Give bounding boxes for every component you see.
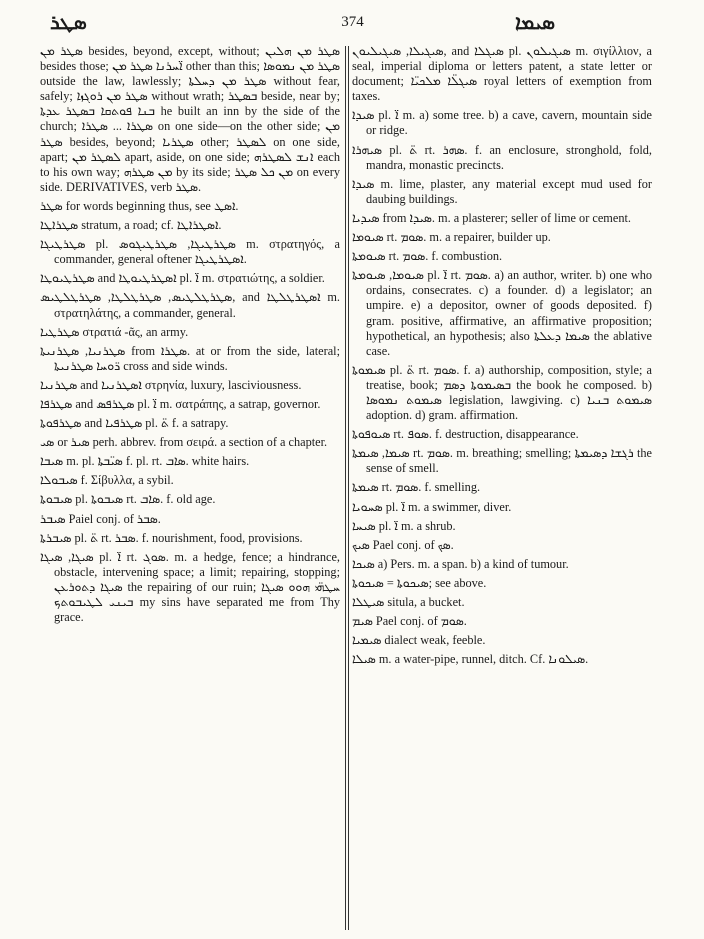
dictionary-entry: ܣܝܗܪܐ pl. ܬ̈ rt. ܣܗܪ. f. an enclosure, stronghold, fold, mandra, monastic precincts.	[352, 142, 652, 172]
dictionary-entry: ܣܝܟܘܬܐ = ܣܝܟܘܬܐ; see above.	[352, 575, 487, 590]
column-divider	[345, 46, 349, 930]
dictionary-entry: ܣܝܡܬܐ rt. ܣܘܡ. f. smelling.	[352, 480, 481, 495]
dictionary-entry: ܣܛܪܢܝܐ, ܣܛܪܢܝܬܐ from ܣܛܪܐ. at or from the side, lateral; ܪ̈ܘܚܐ ܣܛܪܢܝܬܐ cross and side winds.	[40, 343, 340, 373]
dictionary-entry: ܣܝܡܐ, ܣܝܡܬܐ rt. ܣܘܡ. m. breathing; smelling; ܪܓܫܐ ܕܣܝܡܬܐ the sense of smell.	[352, 446, 652, 476]
page-header	[40, 8, 665, 38]
dictionary-entry: ܣܝܠܐ m. a water-pipe, runnel, ditch. Cf. ܣܝܠܘܢܐ.	[352, 652, 589, 667]
dictionary-entry: ܣܝܕܐ pl. ܐ̈ m. a) some tree. b) a cave, cavern, mountain side or ridge.	[352, 108, 652, 138]
dictionary-entry: ܣܛܪ for words beginning thus, see ܐܣܛ.	[40, 198, 239, 213]
left-column	[40, 44, 340, 932]
headword-left: ܣܛܪ	[50, 10, 87, 34]
headword-right: ܣܝܡܐ	[514, 10, 555, 34]
dictionary-entry: ܣܝܘܡܐ, ܣܝܘܡܬܐ pl. ܐ̈ rt. ܣܘܡ. a) an author, writer. b) one who ordains, consecrates. c) a founder. d) a legislator; an umpire. e) a depositor, owner of goods deposited. f) gram. positive, affirmative, an affirmative proposition; hypothetical, an hypothesis; also ܣܝܡܐ ܕܥܠܬܐ the ablative case.	[352, 268, 652, 358]
dictionary-entry: ܣܛܪܛܠܛܝܣ, ܣܛܪܛܠܛܐ, ܣܛܪܛܠܛܝܣ, and ܐܣܛܪܛܠܛܐ m. στρατηλάτης, a commander, general.	[40, 290, 340, 320]
dictionary-entry: ܣܝܓܐ, ܣܝܓܐ pl. ܐ̈ rt. ܣܘܓ. m. a hedge, fence; a hindrance, obstacle, intervening space; a limit; repairing, stopping; ܣܝܓܐ ܕܬܘܪܥܢ the repairing of our ruin; ܚܛܗ̈ܝ ܗܘܘ ܣܝܓܐ ܒܝܢܝ ܠܛܝܒܘܬܟ my sins have separated me from Thy grace.	[40, 549, 340, 625]
dictionary-entry: ܣܝܘܡܐ rt. ܣܘܡ. m. a repairer, builder up.	[352, 230, 551, 245]
dictionary-entry: ܣܝ or ܣܝܪ perh. abbrev. from σειρά. a section of a chapter.	[40, 435, 328, 450]
dictionary-entry: ܣܝܕܝܐ from ܣܝܕܐ. m. a plasterer; seller of lime or cement.	[352, 210, 631, 225]
page-number: 374	[341, 14, 364, 30]
dictionary-entry: ܣܝܡ Pael conj. of ܣܘܡ.	[352, 614, 467, 629]
dictionary-entry: ܣܝܒܪ Paiel conj. of ܣܒܪ.	[40, 511, 161, 526]
dictionary-entry: ܣܝܕܐ m. lime, plaster, any material except mud used for daubing buildings.	[352, 176, 652, 206]
dictionary-entry: ܣܝܓܝܠܐ, ܣܝܓܝܠܝܘܢ, and ܣܝܓܠܐ pl. ܣܝܓܝܠܘܢ m. σιγίλλιον, a seal, imperial diploma or letters patent, a state letter or document; ܣܝܓܠ̈ܐ ܡܠܟܝ̈ܐ royal letters of exemption from taxes.	[352, 44, 652, 104]
dictionary-entry: ܣܛܪܢܝܐ and ܐܣܛܪܢܝܐ στρηνία, luxury, lasciviousness.	[40, 377, 302, 392]
dictionary-entry: ܣܛܪܛܝܓܐ pl. ܣܛܪܛܝܓܐ, ܣܛܪܛܝܓܘܣ m. στρατηγός, a commander, general oftener ܐܣܛܪܛܝܓܐ.	[40, 237, 340, 267]
dictionary-entry: ܣܝܟܐ a) Pers. m. a span. b) a kind of tumour.	[352, 556, 569, 571]
dictionary-entry: ܣܝܡܝܐ dialect weak, feeble.	[352, 633, 486, 648]
dictionary-entry: ܣܛܪܐܛܐ stratum, a road; cf. ܐܣܛܪܐܛܐ.	[40, 218, 222, 233]
dictionary-entry: ܣܝܘܦܘܬܐ rt. ܣܘܦ. f. destruction, disappearance.	[352, 427, 579, 442]
dictionary-entry: ܣܝܒܘܬܐ pl. ܣܝܒܘܬܐ rt. ܣܐܒ. f. old age.	[40, 492, 216, 507]
dictionary-entry: ܣܛܪܦܘܬܐ and ܣܛܪܦܝܐ pl. ܬ̈ f. a satrapy.	[40, 416, 229, 431]
dictionary-entry: ܣܛܪܛܝܐ στρατιά -ᾶς, an army.	[40, 324, 189, 339]
dictionary-entry: ܣܝܟ Pael conj. of ܣܟ.	[352, 537, 454, 552]
dictionary-entry: ܣܝܚܐ pl. ܐ̈ m. a shrub.	[352, 518, 456, 533]
dictionary-entry: ܣܝܒܪܬܐ pl. ܬ̈ rt. ܣܒܪ. f. nourishment, food, provisions.	[40, 530, 303, 545]
dictionary-entry: ܣܝܛܠܐ situla, a bucket.	[352, 595, 465, 609]
dictionary-entry: ܣܝܘܡܬܐ rt. ܣܘܡ. f. combustion.	[352, 249, 503, 264]
dictionary-entry: ܣܛܪܦܐ and ܣܛܪܦܣ pl. ܐ̈ m. σατράπης, a satrap, governor.	[40, 396, 321, 411]
dictionary-entry: ܣܚܘܝܐ pl. ܐ̈ m. a swimmer, diver.	[352, 499, 512, 514]
dictionary-entry: ܣܝܒܘܠܐ f. Σίβυλλα, a sybil.	[40, 473, 174, 488]
dictionary-entry: ܣܝܡܘܬܐ pl. ܬ̈ rt. ܣܘܡ. f. a) authorship, composition, style; a treatise, book; ܒܣܝܡܘܬܐ ܕܣܡ the book he composed. b) ܣܝܡܘܬ ܢܡܘܣܐ legislation, lawgiving. c) ܣܝܡܘܬ ܒܢܝܐ adoption. d) gram. affirmation.	[352, 362, 652, 423]
dictionary-entry: ܣܛܪ ܡܢ besides, beyond, except, without; ܣܛܪ ܡܢ ܗܠܝܢ besides those; ܐ̈ܚܪܢܐ ܣܛܪ ܡܢ other than this; ܣܛܪ ܡܢ ܢܡܘܣܐ outside the law, lawlessly; ܣܛܪ ܡܢ ܕܚܠܬܐ without fear, safely; ܣܛܪ ܡܢ ܪܘܓܙܐ without wrath; ܒܣܛܪ beside, near by; ܒܢܐ ܦܘܬܩܐ ܒܣܛܪ ܥܕܬܐ he built an inn by the side of the church; ܣܛܪܐ ... ܣܛܪܐ on one side—on the other side; ܡܢ ܣܛܪ besides, beyond; ܣܛܪܝܐ other; ܠܣܛܪ on one side, apart; ܠܣܛܪ ܡܢ apart, aside, on one side; ܐܢܫ ܠܣܛܪܗ each to his own way; ܡܢ ܣܛܪܗ by its side; ܡܢ ܟܠ ܣܛܪ on every side. DERIVATIVES, verb ܣܛܪ.	[40, 44, 340, 194]
right-column	[352, 44, 652, 932]
dictionary-entry: ܣܛܪܛܝܘܛܐ and ܐܣܛܪܛܝܘܛܐ pl. ܐ̈ m. στρατιώτης, a soldier.	[40, 271, 325, 286]
dictionary-entry: ܣܝܒܐ m. pl. ܣܝ̈ܒܬܐ f. pl. rt. ܣܐܒ. white hairs.	[40, 454, 250, 469]
